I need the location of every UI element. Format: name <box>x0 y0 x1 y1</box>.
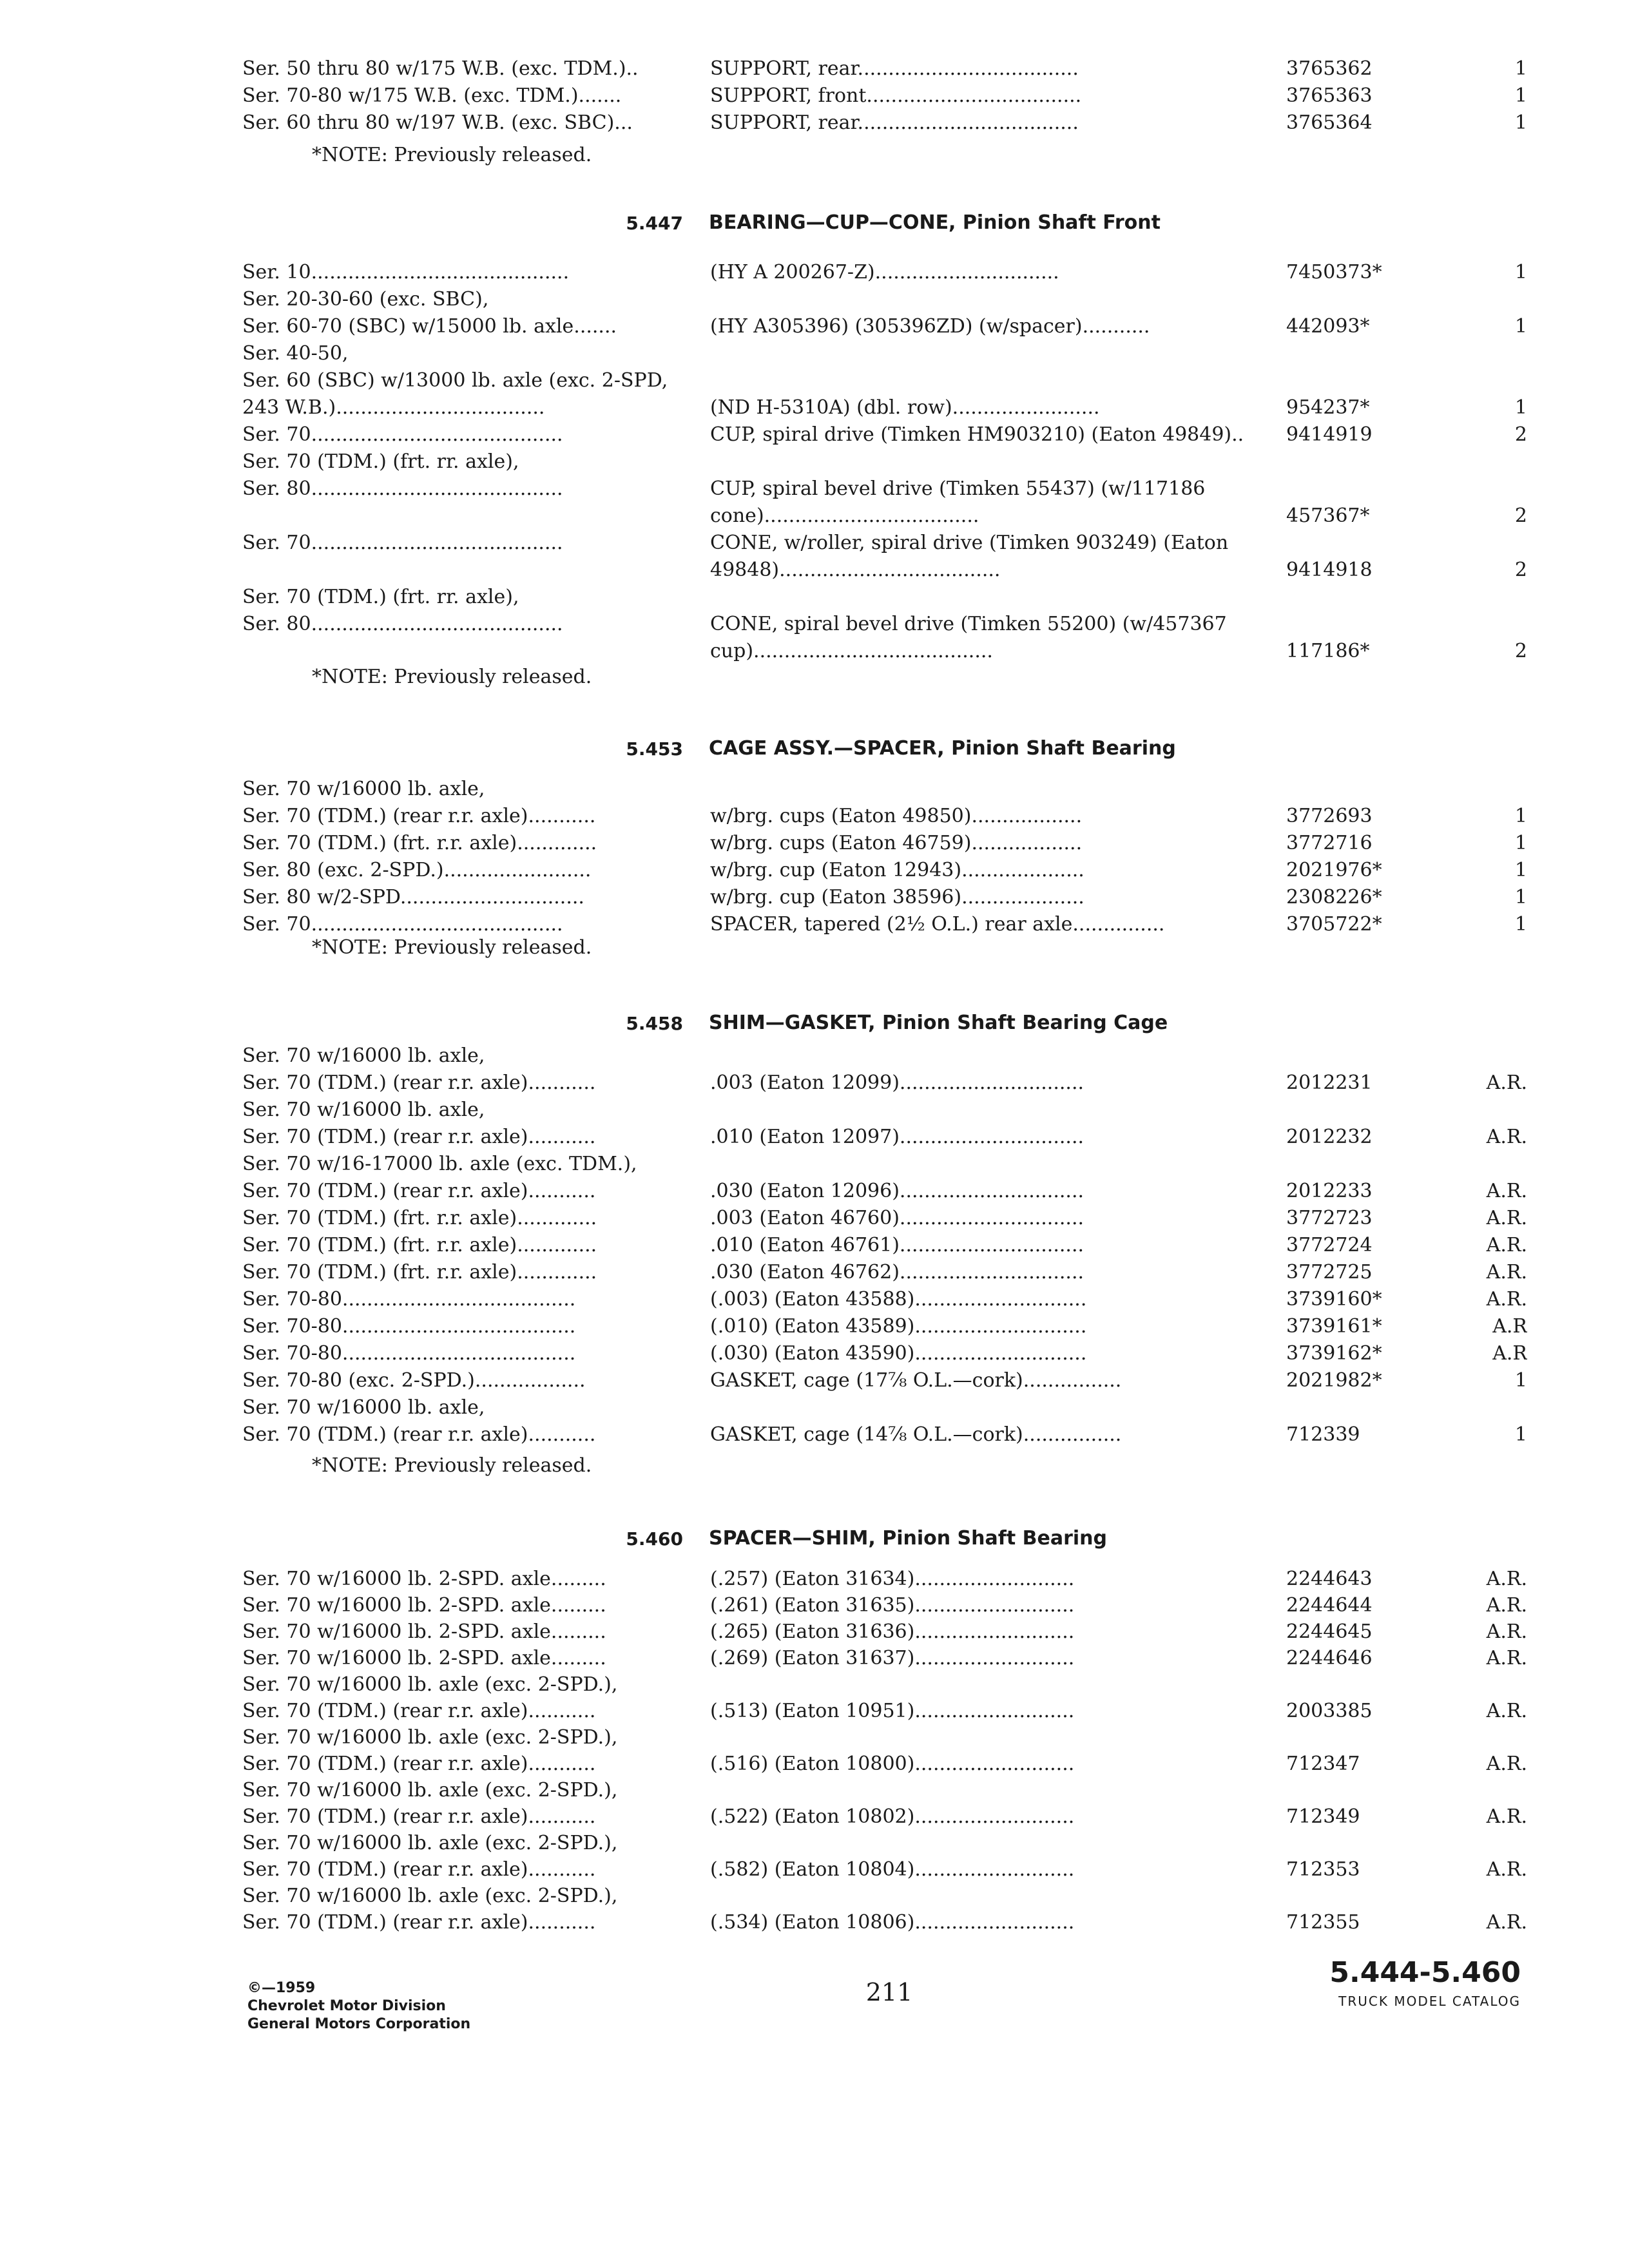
list-item <box>242 830 1527 857</box>
applicability: Ser. 60-70 (SBC) w/15000 lb. axle....... <box>242 315 617 338</box>
applicability: Ser. 70 w/16000 lb. axle (exc. 2-SPD.), <box>242 1673 618 1696</box>
quantity: 1 <box>1514 913 1527 936</box>
description: (.513) (Eaton 10951).......................... <box>710 1700 1075 1722</box>
list-item <box>242 259 1527 286</box>
part-number: 9414918 <box>1286 559 1373 581</box>
applicability: Ser. 70 w/16000 lb. 2-SPD. axle......... <box>242 1568 606 1590</box>
applicability: Ser. 70 w/16000 lb. axle, <box>242 1099 485 1121</box>
list-item <box>242 584 1527 611</box>
applicability: Ser. 80......................................... <box>242 477 563 500</box>
applicability: Ser. 70 w/16000 lb. 2-SPD. axle......... <box>242 1647 606 1669</box>
description: SUPPORT, rear.................................... <box>710 57 1079 80</box>
part-number: 3772725 <box>1286 1261 1373 1283</box>
part-number: 3772723 <box>1286 1207 1373 1229</box>
applicability: Ser. 50 thru 80 w/175 W.B. (exc. TDM.).. <box>242 57 639 80</box>
section-title: CAGE ASSY.—SPACER, Pinion Shaft Bearing <box>709 737 1176 760</box>
applicability: Ser. 70 (TDM.) (rear r.r. axle)........... <box>242 1126 596 1148</box>
list-item <box>242 857 1527 884</box>
applicability: Ser. 60 (SBC) w/13000 lb. axle (exc. 2-SPD, <box>242 369 668 392</box>
applicability: Ser. 20-30-60 (exc. SBC), <box>242 288 489 311</box>
part-number: 442093* <box>1286 315 1370 338</box>
description: (.261) (Eaton 31635).......................... <box>710 1594 1075 1617</box>
quantity: 1 <box>1514 84 1527 107</box>
list-item <box>242 1394 1527 1421</box>
description: SUPPORT, front................................... <box>710 84 1082 107</box>
part-number: 2021982* <box>1286 1369 1382 1392</box>
list-item <box>242 1124 1527 1151</box>
description: .003 (Eaton 46760).............................. <box>710 1207 1084 1229</box>
applicability: Ser. 70 w/16000 lb. 2-SPD. axle......... <box>242 1594 606 1617</box>
list-item <box>242 530 1527 557</box>
part-number: 2244644 <box>1286 1594 1373 1617</box>
part-number: 457367* <box>1286 505 1370 527</box>
list-item <box>242 1205 1527 1232</box>
quantity: 2 <box>1514 640 1527 662</box>
description: .030 (Eaton 12096).............................. <box>710 1180 1084 1202</box>
list-item <box>242 55 1527 82</box>
description: SPACER, tapered (2½ O.L.) rear axle............... <box>710 913 1165 936</box>
part-number: 2308226* <box>1286 886 1382 908</box>
applicability: Ser. 70 (TDM.) (rear r.r. axle)........... <box>242 1180 596 1202</box>
quantity: A.R. <box>1486 1700 1527 1722</box>
quantity: A.R. <box>1486 1288 1527 1311</box>
applicability: Ser. 10.......................................... <box>242 261 570 284</box>
applicability: Ser. 70 w/16000 lb. axle (exc. 2-SPD.), <box>242 1832 618 1854</box>
list-item <box>242 1619 1527 1646</box>
description: 49848).................................... <box>710 559 1001 581</box>
quantity: A.R. <box>1486 1180 1527 1202</box>
part-number: 712355 <box>1286 1911 1360 1934</box>
list-item <box>242 1856 1527 1883</box>
list-item <box>242 1830 1527 1857</box>
list-item <box>242 421 1527 448</box>
section-number: 5.458 <box>626 1013 683 1034</box>
quantity: A.R. <box>1486 1805 1527 1828</box>
applicability: Ser. 70 (TDM.) (rear r.r. axle)........... <box>242 805 596 827</box>
quantity: A.R. <box>1486 1858 1527 1881</box>
description: CUP, spiral bevel drive (Timken 55437) (w/117186 <box>710 477 1206 500</box>
applicability: Ser. 70 (TDM.) (frt. r.r. axle)............. <box>242 1234 597 1256</box>
applicability: Ser. 70 (TDM.) (rear r.r. axle)........... <box>242 1911 596 1934</box>
applicability: Ser. 80 w/2-SPD.............................. <box>242 886 584 908</box>
part-number: 2244643 <box>1286 1568 1373 1590</box>
part-number: 712339 <box>1286 1423 1360 1446</box>
list-item <box>242 367 1527 394</box>
quantity: A.R. <box>1486 1234 1527 1256</box>
list-item <box>242 1777 1527 1804</box>
section-title: BEARING—CUP—CONE, Pinion Shaft Front <box>709 211 1161 234</box>
description: .030 (Eaton 46762).............................. <box>710 1261 1084 1283</box>
applicability: Ser. 80......................................... <box>242 613 563 635</box>
description: CONE, spiral bevel drive (Timken 55200) (w/457367 <box>710 613 1227 635</box>
section-number: 5.453 <box>626 738 683 760</box>
list-item <box>242 1286 1527 1313</box>
applicability: Ser. 70-80...................................... <box>242 1315 576 1338</box>
description: (.269) (Eaton 31637).......................... <box>710 1647 1075 1669</box>
list-item <box>242 1566 1527 1593</box>
applicability: Ser. 70 (TDM.) (frt. r.r. axle)............. <box>242 1207 597 1229</box>
footnote: *NOTE: Previously released. <box>312 1454 592 1477</box>
description: CONE, w/roller, spiral drive (Timken 903249) (Eaton <box>710 532 1229 554</box>
part-number: 2012232 <box>1286 1126 1373 1148</box>
part-number: 954237* <box>1286 396 1370 419</box>
list-item <box>242 313 1527 340</box>
applicability: Ser. 70 (TDM.) (rear r.r. axle)........... <box>242 1423 596 1446</box>
description: w/brg. cups (Eaton 46759).................. <box>710 832 1083 854</box>
page-number: 211 <box>865 1978 913 2006</box>
list-item <box>242 1259 1527 1286</box>
list-item <box>242 1421 1527 1448</box>
list-item <box>242 503 1527 530</box>
description: SUPPORT, rear.................................... <box>710 111 1079 134</box>
description: w/brg. cup (Eaton 12943).................... <box>710 859 1084 881</box>
part-number: 3739162* <box>1286 1342 1382 1365</box>
applicability: Ser. 70 (TDM.) (rear r.r. axle)........... <box>242 1805 596 1828</box>
quantity: A.R. <box>1486 1911 1527 1934</box>
applicability: Ser. 70 (TDM.) (frt. r.r. axle)............. <box>242 1261 597 1283</box>
footnote: *NOTE: Previously released. <box>312 666 592 688</box>
quantity: A.R. <box>1486 1594 1527 1617</box>
applicability: Ser. 70-80...................................... <box>242 1342 576 1365</box>
part-number: 7450373* <box>1286 261 1382 284</box>
quantity: 1 <box>1514 57 1527 80</box>
applicability: Ser. 70 w/16000 lb. axle (exc. 2-SPD.), <box>242 1726 618 1749</box>
applicability: Ser. 70 (TDM.) (frt. r.r. axle)............. <box>242 832 597 854</box>
part-number: 2012233 <box>1286 1180 1373 1202</box>
list-item <box>242 286 1527 313</box>
part-number: 117186* <box>1286 640 1370 662</box>
applicability: Ser. 70 w/16000 lb. axle (exc. 2-SPD.), <box>242 1779 618 1802</box>
quantity: A.R. <box>1486 1072 1527 1094</box>
description: (ND H-5310A) (dbl. row)........................ <box>710 396 1100 419</box>
part-number: 3772716 <box>1286 832 1373 854</box>
quantity: 1 <box>1514 396 1527 419</box>
part-number: 3765363 <box>1286 84 1373 107</box>
applicability: Ser. 70 (TDM.) (rear r.r. axle)........... <box>242 1753 596 1775</box>
description: cone)................................... <box>710 505 979 527</box>
description: .003 (Eaton 12099).............................. <box>710 1072 1084 1094</box>
quantity: 1 <box>1514 832 1527 854</box>
part-number: 3772693 <box>1286 805 1373 827</box>
applicability: Ser. 70 w/16000 lb. axle, <box>242 778 485 800</box>
part-number: 3739161* <box>1286 1315 1382 1338</box>
quantity: A.R. <box>1486 1753 1527 1775</box>
description: cup)....................................... <box>710 640 993 662</box>
list-item <box>242 803 1527 830</box>
quantity: 1 <box>1514 1369 1527 1392</box>
applicability: Ser. 80 (exc. 2-SPD.)........................ <box>242 859 592 881</box>
description: (HY A305396) (305396ZD) (w/spacer)........... <box>710 315 1150 338</box>
section-title: SHIM—GASKET, Pinion Shaft Bearing Cage <box>709 1012 1168 1034</box>
quantity: A.R. <box>1486 1568 1527 1590</box>
list-item <box>242 884 1527 911</box>
part-number: 2012231 <box>1286 1072 1373 1094</box>
list-item <box>242 776 1527 803</box>
part-number: 3705722* <box>1286 913 1382 936</box>
list-item <box>242 1724 1527 1751</box>
quantity: 2 <box>1514 505 1527 527</box>
part-number: 2244646 <box>1286 1647 1373 1669</box>
list-item <box>242 1232 1527 1259</box>
quantity: A.R. <box>1486 1620 1527 1643</box>
list-item <box>242 1151 1527 1178</box>
quantity: 1 <box>1514 859 1527 881</box>
list-item <box>242 1340 1527 1367</box>
quantity: 1 <box>1514 315 1527 338</box>
applicability: Ser. 70 (TDM.) (rear r.r. axle)........... <box>242 1072 596 1094</box>
quantity: A.R. <box>1486 1207 1527 1229</box>
part-number: 3765364 <box>1286 111 1373 134</box>
part-number: 712347 <box>1286 1753 1360 1775</box>
list-item <box>242 1070 1527 1097</box>
description: (.522) (Eaton 10802).......................... <box>710 1805 1075 1828</box>
list-item <box>242 557 1527 584</box>
list-item <box>242 611 1527 638</box>
list-item <box>242 1178 1527 1205</box>
part-number: 712353 <box>1286 1858 1360 1881</box>
description: (.534) (Eaton 10806).......................... <box>710 1911 1075 1934</box>
list-item <box>242 476 1527 503</box>
applicability: 243 W.B.).................................. <box>242 396 545 419</box>
applicability: Ser. 70......................................... <box>242 423 563 446</box>
quantity: 2 <box>1514 559 1527 581</box>
applicability: Ser. 70 (TDM.) (rear r.r. axle)........... <box>242 1700 596 1722</box>
applicability: Ser. 60 thru 80 w/197 W.B. (exc. SBC)... <box>242 111 633 134</box>
part-number: 712349 <box>1286 1805 1360 1828</box>
part-number: 2021976* <box>1286 859 1382 881</box>
part-number: 2244645 <box>1286 1620 1373 1643</box>
description: .010 (Eaton 12097).............................. <box>710 1126 1084 1148</box>
applicability: Ser. 70 w/16-17000 lb. axle (exc. TDM.), <box>242 1153 637 1175</box>
applicability: Ser. 70 (TDM.) (frt. rr. axle), <box>242 586 519 608</box>
list-item <box>242 1671 1527 1698</box>
list-item <box>242 82 1527 110</box>
part-number: 3739160* <box>1286 1288 1382 1311</box>
applicability: Ser. 70......................................... <box>242 913 563 936</box>
quantity: A.R <box>1492 1342 1527 1365</box>
section-number: 5.447 <box>626 213 683 234</box>
description: (.265) (Eaton 31636).......................... <box>710 1620 1075 1643</box>
description: (.003) (Eaton 43588)............................ <box>710 1288 1087 1311</box>
footnote: *NOTE: Previously released. <box>312 144 592 166</box>
list-item <box>242 1751 1527 1778</box>
description: (.030) (Eaton 43590)............................ <box>710 1342 1087 1365</box>
applicability: Ser. 70 w/16000 lb. axle (exc. 2-SPD.), <box>242 1885 618 1907</box>
list-item <box>242 110 1527 137</box>
list-item <box>242 394 1527 421</box>
description: w/brg. cup (Eaton 38596).................... <box>710 886 1084 908</box>
list-item <box>242 1367 1527 1394</box>
applicability: Ser. 70 w/16000 lb. 2-SPD. axle......... <box>242 1620 606 1643</box>
list-item <box>242 1909 1527 1936</box>
part-number: 3765362 <box>1286 57 1373 80</box>
quantity: 1 <box>1514 261 1527 284</box>
list-item <box>242 1883 1527 1910</box>
list-item <box>242 448 1527 476</box>
list-item <box>242 1645 1527 1672</box>
section-title: SPACER—SHIM, Pinion Shaft Bearing <box>709 1527 1107 1550</box>
description: w/brg. cups (Eaton 49850).................. <box>710 805 1083 827</box>
description: (.582) (Eaton 10804).......................... <box>710 1858 1075 1881</box>
description: GASKET, cage (17⅞ O.L.—cork)................ <box>710 1369 1122 1392</box>
quantity: A.R. <box>1486 1126 1527 1148</box>
corporation-name: General Motors Corporation <box>247 2016 471 2032</box>
quantity: 1 <box>1514 1423 1527 1446</box>
part-number: 9414919 <box>1286 423 1373 446</box>
applicability: Ser. 70 w/16000 lb. axle, <box>242 1396 485 1419</box>
part-number: 2003385 <box>1286 1700 1373 1722</box>
description: GASKET, cage (14⅞ O.L.—cork)................ <box>710 1423 1122 1446</box>
applicability: Ser. 70 w/16000 lb. axle, <box>242 1044 485 1067</box>
division-name: Chevrolet Motor Division <box>247 1998 446 2014</box>
applicability: Ser. 70-80...................................... <box>242 1288 576 1311</box>
description: CUP, spiral drive (Timken HM903210) (Eaton 49849).. <box>710 423 1244 446</box>
list-item <box>242 1803 1527 1831</box>
list-item <box>242 1097 1527 1124</box>
copyright: ©—1959 <box>247 1980 316 1996</box>
list-item <box>242 1698 1527 1725</box>
quantity: 1 <box>1514 805 1527 827</box>
description: (.257) (Eaton 31634).......................... <box>710 1568 1075 1590</box>
part-number: 3772724 <box>1286 1234 1373 1256</box>
description: (.516) (Eaton 10800).......................... <box>710 1753 1075 1775</box>
quantity: 2 <box>1514 423 1527 446</box>
applicability: Ser. 40-50, <box>242 342 349 365</box>
list-item <box>242 1592 1527 1619</box>
section-range: 5.444-5.460 <box>1329 1956 1521 1989</box>
list-item <box>242 1313 1527 1340</box>
applicability: Ser. 70-80 w/175 W.B. (exc. TDM.)....... <box>242 84 622 107</box>
quantity: 1 <box>1514 111 1527 134</box>
description: .010 (Eaton 46761).............................. <box>710 1234 1084 1256</box>
list-item <box>242 638 1527 665</box>
footnote: *NOTE: Previously released. <box>312 936 592 959</box>
applicability: Ser. 70 (TDM.) (rear r.r. axle)........... <box>242 1858 596 1881</box>
quantity: A.R. <box>1486 1647 1527 1669</box>
list-item <box>242 1043 1527 1070</box>
quantity: A.R <box>1492 1315 1527 1338</box>
description: (HY A 200267-Z).............................. <box>710 261 1059 284</box>
description: (.010) (Eaton 43589)............................ <box>710 1315 1087 1338</box>
quantity: A.R. <box>1486 1261 1527 1283</box>
section-number: 5.460 <box>626 1528 683 1550</box>
catalog-name: TRUCK MODEL CATALOG <box>1338 1994 1521 2009</box>
publisher-block <box>247 1979 470 2033</box>
applicability: Ser. 70-80 (exc. 2-SPD.).................. <box>242 1369 586 1392</box>
applicability: Ser. 70 (TDM.) (frt. rr. axle), <box>242 450 519 473</box>
quantity: 1 <box>1514 886 1527 908</box>
applicability: Ser. 70......................................... <box>242 532 563 554</box>
list-item <box>242 340 1527 367</box>
